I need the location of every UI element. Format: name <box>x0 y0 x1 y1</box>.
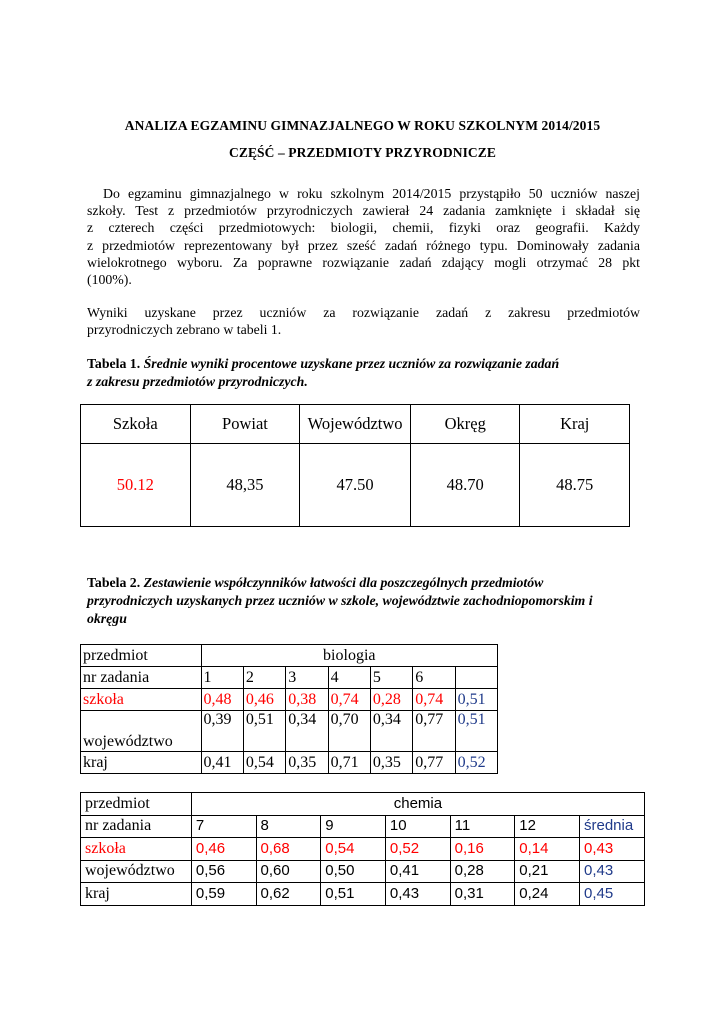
table-cell: 0,35 <box>286 752 328 774</box>
table1-caption-text-2: z zakresu przedmiotów przyrodniczych. <box>87 374 308 389</box>
table-cell-mean: 0,51 <box>455 689 497 711</box>
table2-caption-label: Tabela 2. <box>87 575 141 590</box>
table-cell: 0,52 <box>385 838 450 861</box>
table-cell: 0,35 <box>370 752 412 774</box>
table-cell: 0,77 <box>413 752 455 774</box>
table1-caption <box>87 355 647 391</box>
table-cell: 0,56 <box>191 860 256 883</box>
table-cell: 0,62 <box>256 883 321 906</box>
subject-label: przedmiot <box>81 645 202 667</box>
task-number-label: nr zadania <box>81 667 202 689</box>
table-cell-mean: 0,45 <box>579 883 644 906</box>
table-cell: 0,77 <box>413 711 455 752</box>
document-title: ANALIZA EGZAMINU GIMNAZJALNEGO W ROKU SZKOLNYM 2014/2015 <box>124 118 601 133</box>
table2-caption <box>87 574 647 628</box>
table-cell: 0,74 <box>328 689 370 711</box>
table1-header: Województwo <box>300 405 411 444</box>
row-label-country: kraj <box>81 883 192 906</box>
mean-label: średnia <box>579 815 644 838</box>
paragraph-line: z przedmiotów reprezentowany był przez sześć zadań różnego typu. Dominowały zadania <box>87 237 640 253</box>
task-number: 5 <box>370 667 412 689</box>
table1-header: Kraj <box>520 405 630 444</box>
table-cell: 0,46 <box>191 838 256 861</box>
paragraph-line: wielokrotnego wyboru. Za poprawne rozwiązanie zadań zdający mogli otrzymać 28 pkt <box>87 254 640 270</box>
table1-value: 48.75 <box>520 444 630 527</box>
table-cell: 0,51 <box>321 883 386 906</box>
table-cell: 0,59 <box>191 883 256 906</box>
table-cell: 0,48 <box>201 689 243 711</box>
paragraph-line: szkoły. Test z przedmiotów przyrodniczych zawierał 24 zadania zamknięte i składał się <box>87 203 640 219</box>
table-cell: 0,24 <box>515 883 580 906</box>
task-number: 1 <box>201 667 243 689</box>
task-number: 8 <box>256 815 321 838</box>
table-cell-mean: 0,51 <box>455 711 497 752</box>
table-cell-mean: 0,43 <box>579 860 644 883</box>
table1-value: 48.70 <box>410 444 520 527</box>
table-cell: 0,31 <box>450 883 515 906</box>
table-cell-mean: 0,43 <box>579 838 644 861</box>
table1-caption-label: Tabela 1. <box>87 356 141 371</box>
task-number: 10 <box>385 815 450 838</box>
subject-name: biologia <box>201 645 497 667</box>
document-subtitle: CZĘŚĆ – PRZEDMIOTY PRZYRODNICZE <box>228 145 496 160</box>
task-number: 12 <box>515 815 580 838</box>
table1-header: Okręg <box>410 405 520 444</box>
table-cell: 0,70 <box>328 711 370 752</box>
results-paragraph <box>87 304 640 338</box>
task-number: 4 <box>328 667 370 689</box>
table-cell: 0,39 <box>201 711 243 752</box>
table-cell: 0,14 <box>515 838 580 861</box>
task-number: 7 <box>191 815 256 838</box>
table2-caption-text-3: okręgu <box>87 611 127 626</box>
table-cell: 0,50 <box>321 860 386 883</box>
table-cell: 0,21 <box>515 860 580 883</box>
table-cell: 0,71 <box>328 752 370 774</box>
chemistry-table <box>80 792 645 906</box>
row-label-school: szkoła <box>81 689 202 711</box>
table-cell: 0,46 <box>243 689 285 711</box>
task-number: 2 <box>243 667 285 689</box>
subject-label: przedmiot <box>81 793 192 816</box>
biology-table <box>80 644 498 774</box>
table-cell: 0,60 <box>256 860 321 883</box>
table-cell: 0,54 <box>321 838 386 861</box>
table-cell: 0,68 <box>256 838 321 861</box>
table-cell: 0,34 <box>286 711 328 752</box>
table-cell: 0,74 <box>413 689 455 711</box>
task-number-label: nr zadania <box>81 815 192 838</box>
table1-value-school: 50.12 <box>81 444 191 527</box>
subject-name: chemia <box>191 793 644 816</box>
task-number <box>455 667 497 689</box>
table-cell: 0,38 <box>286 689 328 711</box>
table1-header: Szkoła <box>81 405 191 444</box>
task-number: 9 <box>321 815 386 838</box>
task-number: 11 <box>450 815 515 838</box>
paragraph-line: przyrodniczych zebrano w tabeli 1. <box>87 322 282 338</box>
row-label-country: kraj <box>81 752 202 774</box>
paragraph-line: (100%). <box>87 271 132 287</box>
table-cell: 0,41 <box>385 860 450 883</box>
table-cell-mean: 0,52 <box>455 752 497 774</box>
row-label-school: szkoła <box>81 838 192 861</box>
table1-caption-text: Średnie wyniki procentowe uzyskane przez uczniów za rozwiązanie zadań <box>143 356 560 371</box>
task-number: 3 <box>286 667 328 689</box>
paragraph-line: z czterech części przedmiotowych: biologii, chemii, fizyki oraz geografii. Każdy <box>87 220 640 236</box>
table1-header: Powiat <box>190 405 300 444</box>
table-cell: 0,16 <box>450 838 515 861</box>
table2-caption-text-2: przyrodniczych uzyskanych przez uczniów w szkole, województwie zachodniopomorskim i <box>87 593 593 608</box>
table-cell: 0,51 <box>243 711 285 752</box>
row-label-voivodeship: województwo <box>81 860 192 883</box>
paragraph-line: Wyniki uzyskane przez uczniów za rozwiązanie zadań z zakresu przedmiotów <box>87 305 640 320</box>
table-cell: 0,43 <box>385 883 450 906</box>
row-label-voivodeship: województwo <box>81 711 202 752</box>
table-cell: 0,28 <box>370 689 412 711</box>
table-cell: 0,41 <box>201 752 243 774</box>
paragraph-line: Do egzaminu gimnazjalnego w roku szkolnym 2014/2015 przystąpiło 50 uczniów naszej <box>103 186 640 201</box>
table-cell: 0,34 <box>370 711 412 752</box>
table1-value: 48,35 <box>190 444 300 527</box>
table-cell: 0,54 <box>243 752 285 774</box>
table2-caption-text: Zestawienie współczynników łatwości dla poszczególnych przedmiotów <box>143 575 544 590</box>
task-number: 6 <box>413 667 455 689</box>
table1-average-results <box>80 404 630 527</box>
table-cell: 0,28 <box>450 860 515 883</box>
intro-paragraph <box>87 185 640 288</box>
table1-value: 47.50 <box>300 444 411 527</box>
